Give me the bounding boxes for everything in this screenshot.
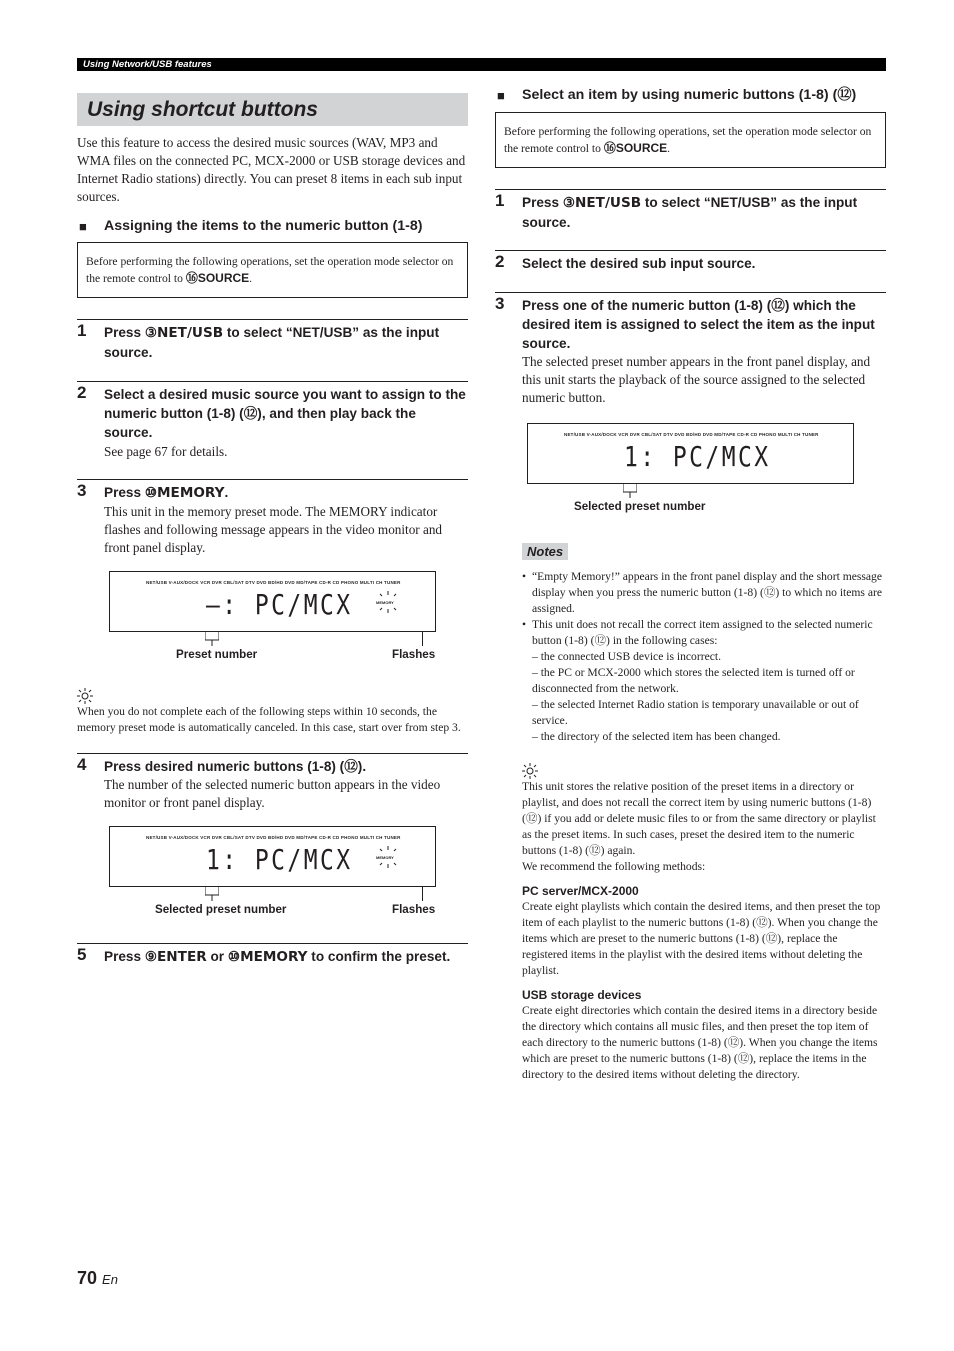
usb-storage-heading: USB storage devices xyxy=(522,988,642,1002)
page-title: Using shortcut buttons xyxy=(87,98,318,121)
section-header-bar xyxy=(77,58,886,71)
page-title-box xyxy=(77,93,468,126)
assign-step-3: 3 Press ⑩MEMORY. This unit in the memory preset mode. The MEMORY indicator flashes and following message appears in the video monitor and front panel display. xyxy=(77,479,468,557)
tip-text-recommend: We recommend the following methods: xyxy=(522,860,706,873)
assign-step-5: 5 Press ⑨ENTER or ⑩MEMORY to confirm the preset. xyxy=(77,943,468,967)
list-item: – the connected USB device is incorrect. xyxy=(532,650,721,663)
notes-label: Notes xyxy=(522,543,568,560)
right-column xyxy=(495,86,886,1083)
front-panel-display-3: NET/USB V-AUX/DOCK VCR DVR CBL/SAT DTV DVD BD/HD DVD MD/TAPE CD-R CD PHONO MULTI CH TUNER 1: PC/MCX Selected preset number xyxy=(527,423,854,516)
left-column xyxy=(77,93,468,967)
front-panel-display-2: NET/USB V-AUX/DOCK VCR DVR CBL/SAT DTV DVD BD/HD DVD MD/TAPE CD-R CD PHONO MULTI CH TUNER 1: PC/MCX MEMORY Selected preset number Flashes xyxy=(109,826,436,919)
pc-server-heading: PC server/MCX-2000 xyxy=(522,884,639,898)
selected-preset-label: Selected preset number xyxy=(155,903,287,916)
select-step-2: 2 Select the desired sub input source. xyxy=(495,250,886,292)
selected-preset-label: Selected preset number xyxy=(574,500,706,513)
list-item: – the directory of the selected item has been changed. xyxy=(532,730,781,743)
intro-paragraph: Use this feature to access the desired music sources (WAV, MP3 and WMA files on the connected PC, MCX-2000 or USB storage devices and Internet Radio stations) directly. You can preset 8 items in each sub input sources. xyxy=(77,135,466,204)
assign-step-1: 1 Press ③NET/USB to select “NET/USB” as the input source. xyxy=(77,319,468,381)
select-step-1: 1 Press ③NET/USB to select “NET/USB” as the input source. xyxy=(495,189,886,250)
list-item: • This unit does not recall the correct item assigned to the selected numeric button (1-8) (⑫) in the following cases: xyxy=(522,617,886,649)
list-item: – the selected Internet Radio station is temporary unavailable or out of service. xyxy=(532,698,859,727)
tip-lightbulb-icon xyxy=(522,763,538,779)
list-item: – the PC or MCX-2000 which stores the selected item is turned off or disconnected from the network. xyxy=(532,666,855,695)
preset-number-label: Preset number xyxy=(176,648,258,661)
flashes-label: Flashes xyxy=(392,903,436,916)
select-section-heading: ■ Select an item by using numeric buttons (1-8) (⑫) xyxy=(497,87,857,103)
usb-storage-text: Create eight directories which contain the desired items in a directory beside the directory which contains all music files, and then preset the top item of each directory to the numeric buttons (1-8) (⑫). When you change the items which are preset to the numeric buttons (1-8) (⑫), replace the items in the directory to the desired items without deleting the directory. xyxy=(522,1004,878,1081)
assign-section-heading: ■ Assigning the items to the numeric button (1-8) xyxy=(79,218,423,234)
memory-indicator-icon: MEMORY xyxy=(377,846,399,868)
lcd-text: 1: PC/MCX xyxy=(206,843,353,876)
select-precondition-box: Before performing the following operations, set the operation mode selector on the remote control to ⑯SOURCE. xyxy=(495,112,886,168)
assign-step-2: 2 Select a desired music source you want to assign to the numeric button (1-8) (⑫), and then play back the source. See page 67 for details. xyxy=(77,381,468,479)
assign-step-4: 4 Press desired numeric buttons (1-8) (⑫). The number of the selected numeric button appears in the video monitor or front panel display. xyxy=(77,753,468,812)
flashes-label: Flashes xyxy=(392,648,436,661)
tip-text: This unit stores the relative position of the preset items in a directory or playlist, and does not recall the correct item by using numeric buttons (1-8) (⑫) if you add or delete music files to or from the same directory or playlist as the preset items. In such cases, preset the desired item to the numeric buttons (1-8) (⑫) again. xyxy=(522,780,876,857)
pc-server-text: Create eight playlists which contain the desired items, and then preset the top item of each playlist to the numeric buttons (1-8) (⑫). When you change the items which are preset to the numeric buttons (1-8) (⑫), replace the registered items in the playlist with the desired items without deleting the playlist. xyxy=(522,900,881,977)
tip-lightbulb-icon xyxy=(77,688,93,704)
select-step-3: 3 Press one of the numeric button (1-8) (⑫) which the desired item is assigned to select the item as the input source. The selected preset number appears in the front panel display, and this unit starts the playback of the source assigned to the selected numeric button. xyxy=(495,292,886,407)
tip-text: When you do not complete each of the following steps within 10 seconds, the memory preset mode is automatically canceled. In this case, start over from step 3. xyxy=(77,705,461,734)
assign-precondition-box: Before performing the following operations, set the operation mode selector on the remote control to ⑯SOURCE. xyxy=(77,242,468,298)
list-item: • “Empty Memory!” appears in the front panel display and the short message display when you press the numeric button (1-8) (⑫) to which no items are assigned. xyxy=(522,569,886,617)
notes-block xyxy=(522,543,886,1083)
section-header-text: Using Network/USB features xyxy=(83,59,212,70)
page-number: 70 En xyxy=(77,1268,118,1288)
lcd-text: 1: PC/MCX xyxy=(624,440,771,473)
lcd-text: –: PC/MCX xyxy=(206,588,353,621)
memory-indicator-icon: MEMORY xyxy=(377,591,399,613)
tip-block-left xyxy=(77,688,468,736)
front-panel-display-1: NET/USB V-AUX/DOCK VCR DVR CBL/SAT DTV DVD BD/HD DVD MD/TAPE CD-R CD PHONO MULTI CH TUNER –: PC/MCX MEMORY Preset number Flashes xyxy=(109,571,436,664)
notes-list xyxy=(522,569,886,745)
